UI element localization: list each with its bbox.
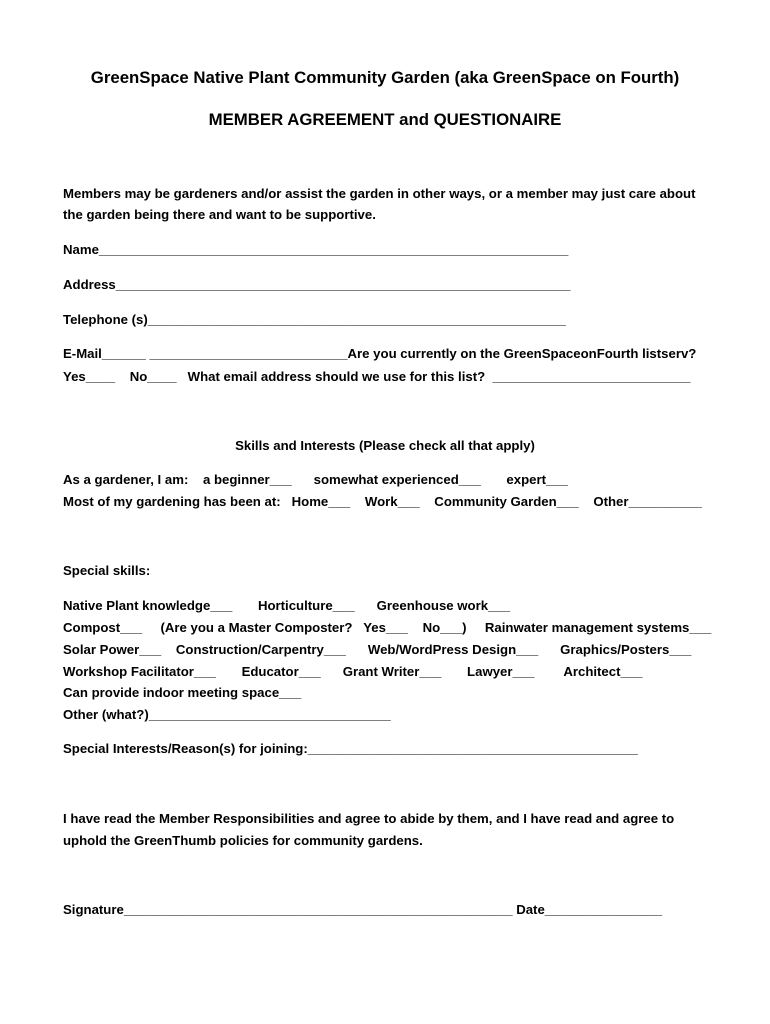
email-field[interactable]: E-Mail______ ___________________________Are you currently on the GreenSpaceonFourth listserv? (63, 346, 697, 361)
skills-row-4[interactable]: Workshop Facilitator___ Educator___ Grant Writer___ Lawyer___ Architect___ (63, 664, 643, 679)
intro-line-2: the garden being there and want to be supportive. (63, 207, 376, 222)
special-skills-heading: Special skills: (63, 563, 151, 578)
form-subtitle: MEMBER AGREEMENT and QUESTIONAIRE (208, 110, 562, 129)
gardener-level-options[interactable]: As a gardener, I am: a beginner___ somewhat experienced___ expert___ (63, 472, 569, 487)
telephone-field[interactable]: Telephone (s)_________________________________________________________ (63, 312, 566, 327)
skills-row-1[interactable]: Native Plant knowledge___ Horticulture___ Greenhouse work___ (63, 598, 511, 613)
gardening-location-options[interactable]: Most of my gardening has been at: Home___ Work___ Community Garden___ Other__________ (63, 494, 702, 509)
address-field[interactable]: Address______________________________________________________________ (63, 277, 571, 292)
skills-row-2[interactable]: Compost___ (Are you a Master Composter? Yes___ No___) Rainwater management systems___ (63, 620, 712, 635)
meeting-space-option[interactable]: Can provide indoor meeting space___ (63, 685, 302, 700)
listserv-yes-no[interactable]: Yes____ No____ What email address should we use for this list? ___________________________ (63, 369, 691, 384)
special-interests-field[interactable]: Special Interests/Reason(s) for joining:_____________________________________________ (63, 741, 638, 756)
intro-line-1: Members may be gardeners and/or assist the garden in other ways, or a member may just care about (63, 186, 696, 201)
signature-date-field[interactable]: Signature_____________________________________________________ Date________________ (63, 902, 663, 917)
agreement-line-2: uphold the GreenThumb policies for community gardens. (63, 833, 423, 848)
other-skills-field[interactable]: Other (what?)_________________________________ (63, 707, 391, 722)
agreement-line-1: I have read the Member Responsibilities and agree to abide by them, and I have read and agree to (63, 811, 675, 826)
skills-heading: Skills and Interests (Please check all that apply) (235, 438, 535, 453)
name-field[interactable]: Name________________________________________________________________ (63, 242, 569, 257)
page-title: GreenSpace Native Plant Community Garden (aka GreenSpace on Fourth) (90, 68, 680, 87)
skills-row-3[interactable]: Solar Power___ Construction/Carpentry___ Web/WordPress Design___ Graphics/Posters___ (63, 642, 692, 657)
